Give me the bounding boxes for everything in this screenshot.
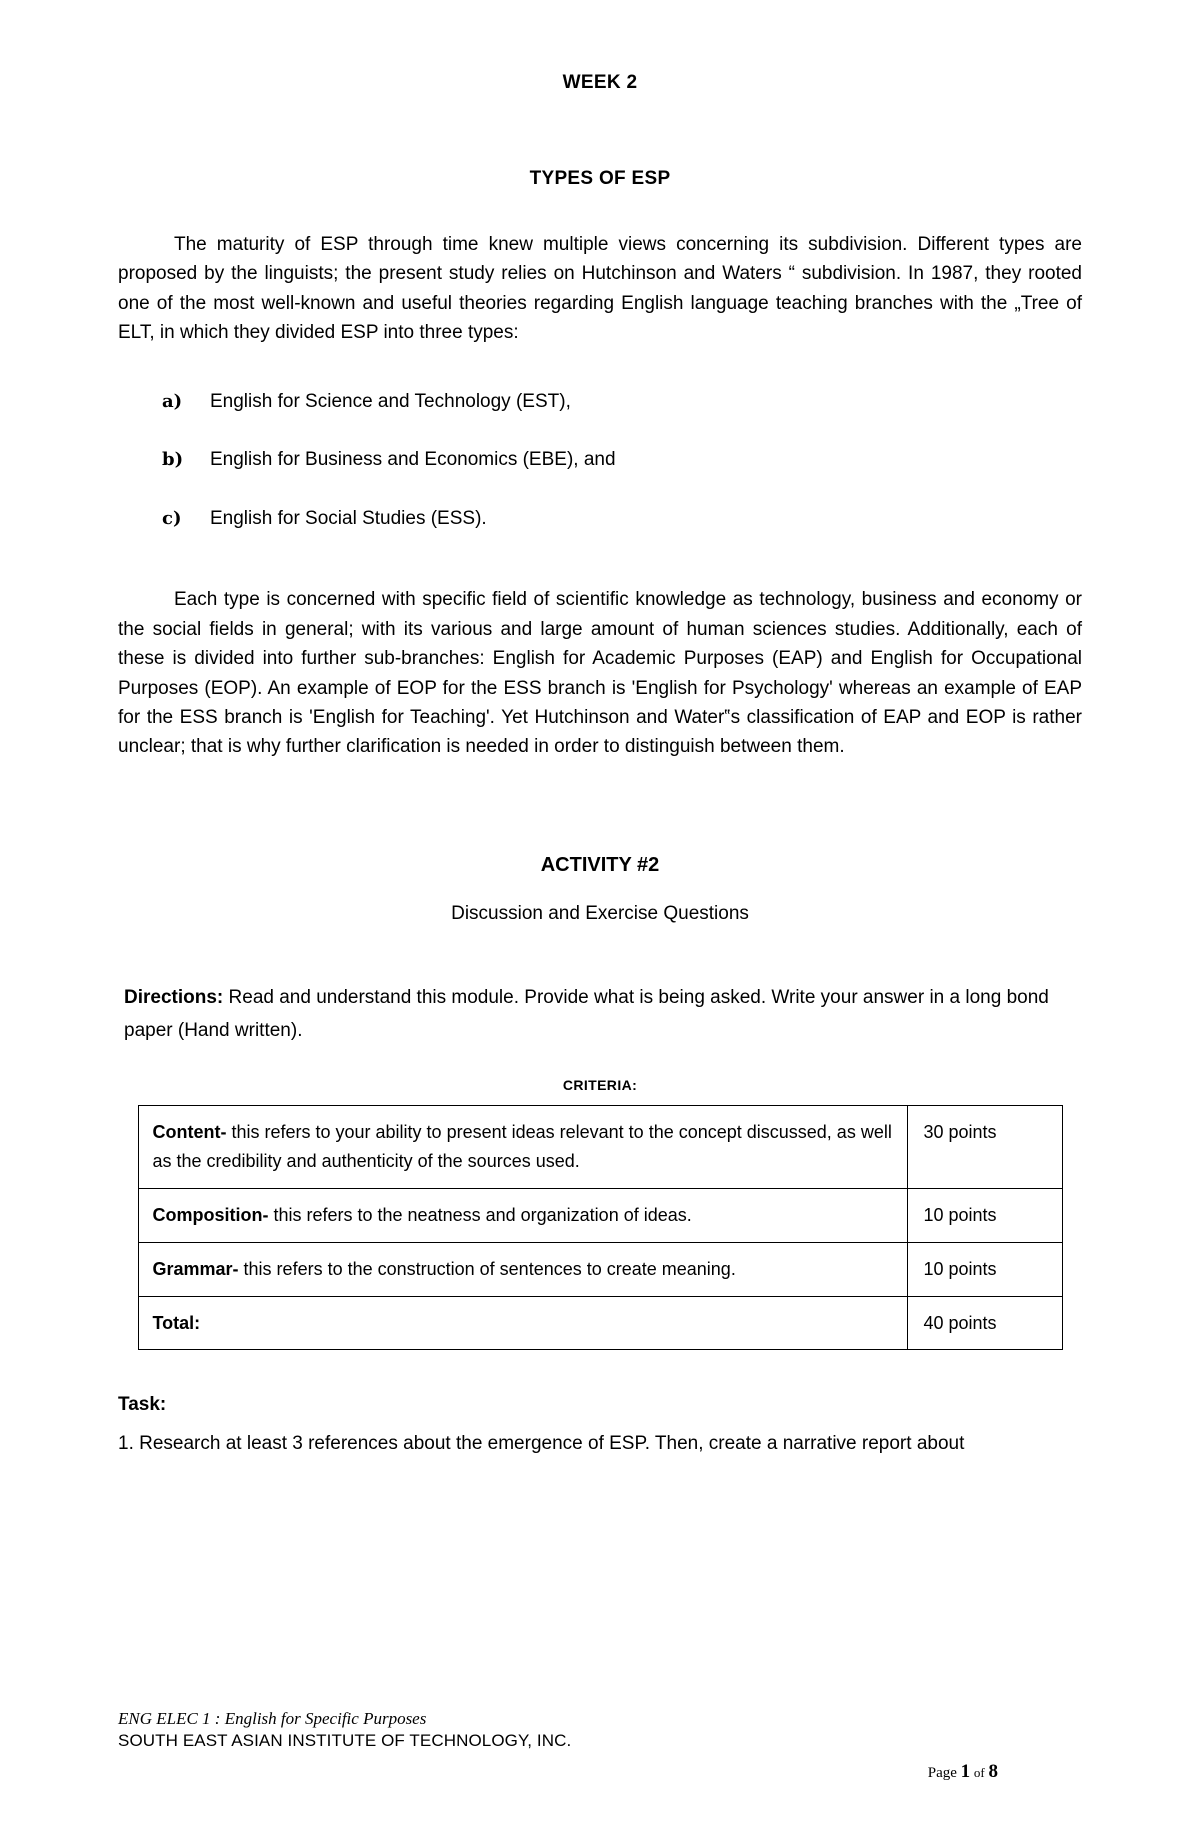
- criteria-text-grammar: this refers to the construction of sentences to create meaning.: [238, 1258, 736, 1279]
- list-item: [118, 388, 1082, 417]
- list-item-label: English for Business and Economics (EBE), and: [210, 449, 616, 471]
- table-row: [138, 1106, 1062, 1189]
- list-marker: a): [162, 390, 183, 412]
- directions-label: Directions:: [124, 986, 224, 1008]
- page-footer: [118, 1709, 1082, 1783]
- criteria-description-cell: [138, 1242, 907, 1296]
- task-label: Task:: [118, 1394, 167, 1416]
- criteria-points-cell: 10 points: [907, 1242, 1062, 1296]
- criteria-points-cell: 30 points: [907, 1106, 1062, 1189]
- table-row: [138, 1242, 1062, 1296]
- second-paragraph: Each type is concerned with specific field of scientific knowledge as technology, business and economy or the social fields in general; with its various and large amount of human sciences studies. Additionally, each of these is divided into further sub-branches: English for Academic Purposes (EAP) and English for Occupational Purposes (EOP). An example of EOP for the ESS branch is 'English for Psychology' whereas an example of EAP for the ESS branch is 'English for Teaching'. Yet Hutchinson and Water‟s classification of EAP and EOP is rather unclear; that is why further clarification is needed in order to distinguish between them.: [118, 589, 1082, 758]
- task-item: 1. Research at least 3 references about the emergence of ESP. Then, create a narrative report about: [118, 1433, 965, 1455]
- list-marker: c): [162, 507, 182, 529]
- criteria-label: CRITERIA:: [562, 1077, 638, 1094]
- list-item-label: English for Social Studies (ESS).: [210, 507, 487, 529]
- footer-page-total: 8: [988, 1761, 998, 1782]
- footer-course: ENG ELEC 1 : English for Specific Purposes: [118, 1709, 427, 1728]
- spacer: [118, 762, 1082, 854]
- spacer: [118, 94, 1082, 168]
- table-row: [138, 1188, 1062, 1242]
- list-item: [118, 505, 1082, 534]
- criteria-description-cell: [138, 1188, 907, 1242]
- criteria-points-cell: 10 points: [907, 1188, 1062, 1242]
- footer-page-number: 1: [960, 1761, 971, 1782]
- footer-of-label: of: [973, 1765, 985, 1780]
- directions-text: Read and understand this module. Provide what is being asked. Write your answer in a long bond paper (Hand written).: [124, 986, 1049, 1042]
- list-item: [118, 446, 1082, 475]
- criteria-total-points: 40 points: [907, 1296, 1062, 1350]
- list-marker: b): [162, 449, 184, 471]
- spacer: [118, 563, 1082, 585]
- footer-pagination: [118, 1761, 1082, 1783]
- directions-paragraph: [118, 981, 1082, 1048]
- criteria-description-cell: [138, 1106, 907, 1189]
- activity-title: ACTIVITY #2: [540, 853, 660, 876]
- week-heading: WEEK 2: [562, 72, 638, 93]
- footer-institution: SOUTH EAST ASIAN INSTITUTE OF TECHNOLOGY, INC.: [118, 1731, 572, 1750]
- criteria-label-composition: Composition-: [152, 1204, 269, 1225]
- criteria-text-content: this refers to your ability to present ideas relevant to the concept discussed, as well as the credibility and authenticity of the sources used.: [152, 1122, 892, 1172]
- list-item-label: English for Science and Technology (EST),: [210, 390, 571, 412]
- criteria-label-content: Content-: [152, 1122, 227, 1143]
- criteria-table: [138, 1105, 1063, 1350]
- footer-page-label: Page: [927, 1765, 957, 1781]
- spacer: [118, 348, 1082, 388]
- table-row: [138, 1296, 1062, 1350]
- spacer: [118, 190, 1082, 230]
- section-title: TYPES OF ESP: [529, 168, 671, 189]
- criteria-text-composition: this refers to the neatness and organization of ideas.: [268, 1204, 692, 1225]
- intro-paragraph: The maturity of ESP through time knew multiple views concerning its subdivision. Different types are proposed by the linguists; the present study relies on Hutchinson and Waters “ subdivision. In 1987, they rooted one of the most well-known and useful theories regarding English language teaching branches with the „Tree of ELT, in which they divided ESP into three types:: [118, 234, 1082, 344]
- criteria-total-label: Total:: [138, 1296, 907, 1350]
- criteria-label-grammar: Grammar-: [152, 1258, 239, 1279]
- activity-subtitle: Discussion and Exercise Questions: [451, 902, 749, 924]
- spacer: [118, 925, 1082, 981]
- esp-types-list: [118, 388, 1082, 534]
